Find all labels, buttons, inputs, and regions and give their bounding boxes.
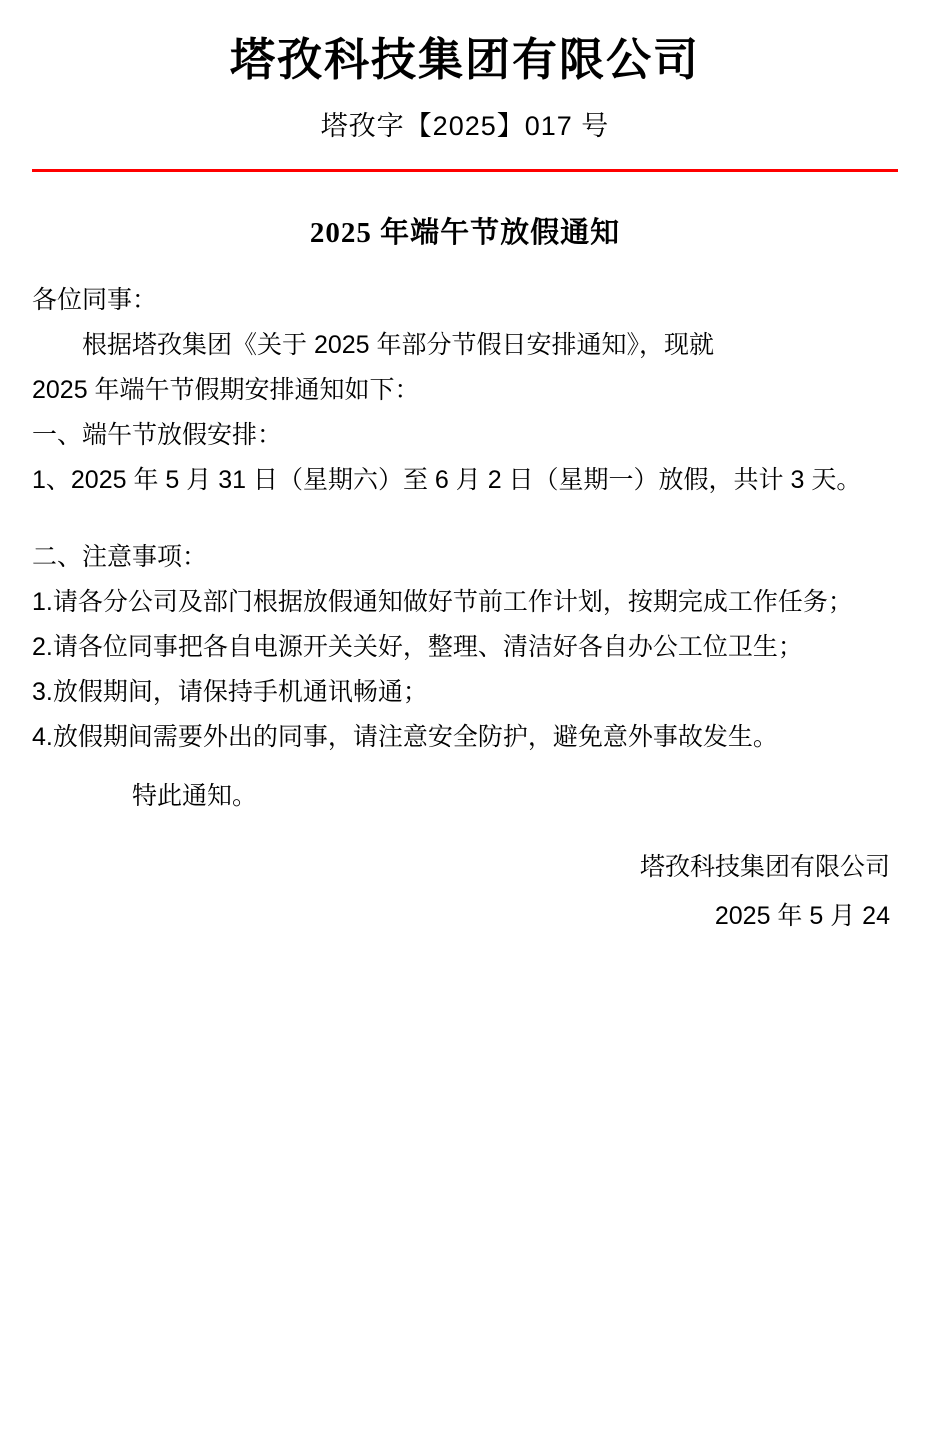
document-title: 2025 年端午节放假通知 — [309, 216, 621, 249]
section-two-item-2: 2.请各位同事把各自电源开关关好，整理、清洁好各自办公工位卫生； — [32, 632, 803, 661]
document-number: 塔孜字【2025】017 号 — [320, 110, 610, 141]
section-two-item-3: 3.放假期间，请保持手机通讯畅通； — [32, 677, 428, 706]
section-one-heading: 一、端午节放假安排： — [32, 420, 283, 449]
section-two-heading: 二、注意事项： — [32, 542, 208, 571]
section-two-item-4: 4.放假期间需要外出的同事，请注意安全防护，避免意外事故发生。 — [32, 722, 778, 751]
intro-paragraph-line2: 2025 年端午节假期安排通知如下： — [32, 375, 420, 404]
closing-statement: 特此通知。 — [132, 781, 258, 810]
section-two-item-1: 1.请各分公司及部门根据放假通知做好节前工作计划，按期完成工作任务； — [32, 587, 853, 616]
signature-date: 2025 年 5 月 24 — [714, 901, 890, 930]
intro-paragraph-line1: 根据塔孜集团《关于 2025 年部分节假日安排通知》，现就 — [82, 330, 715, 359]
organization-title: 塔孜科技集团有限公司 — [229, 35, 700, 85]
signature-company: 塔孜科技集团有限公司 — [639, 852, 890, 881]
red-divider-rule — [32, 169, 898, 172]
salutation: 各位同事： — [32, 285, 158, 314]
section-one-item-1: 1、2025 年 5 月 31 日（星期六）至 6 月 2 日（星期一）放假，共计 3 天。 — [32, 465, 862, 494]
